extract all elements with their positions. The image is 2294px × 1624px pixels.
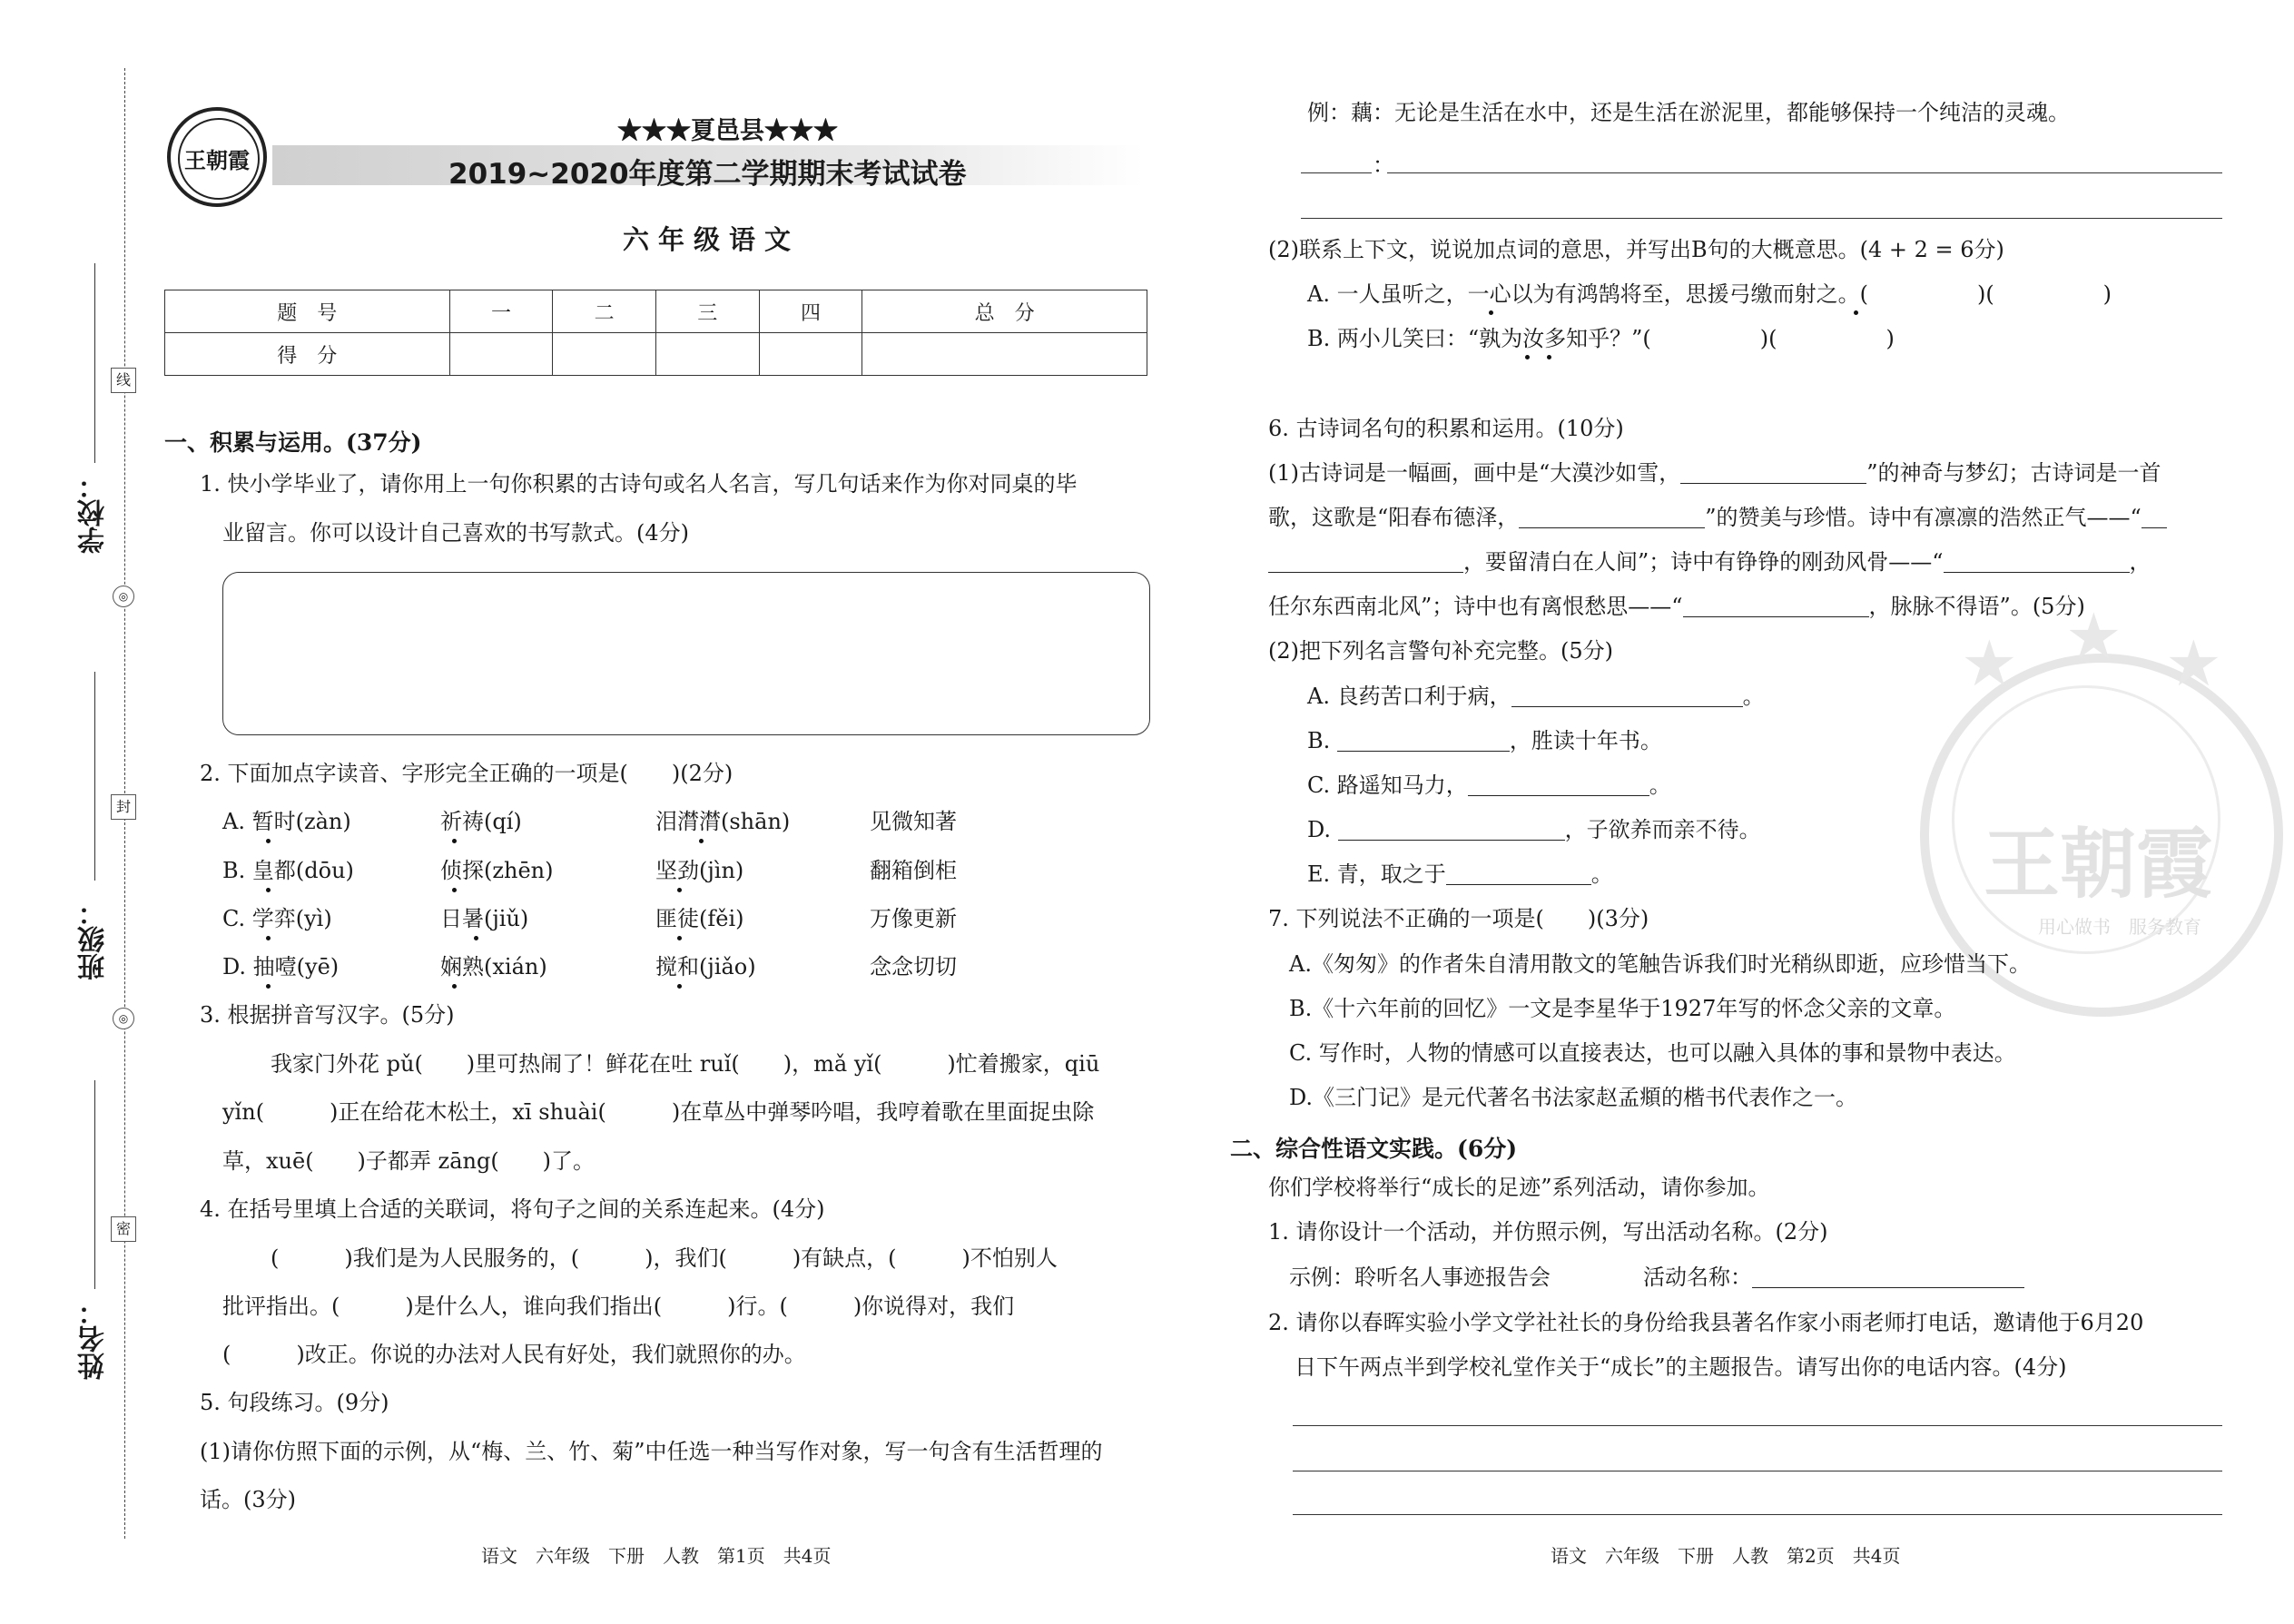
score-header-label: 题 号 — [165, 290, 450, 333]
q2-option-b-4: 翻箱倒柜 — [870, 858, 957, 883]
name-blank[interactable] — [94, 1080, 95, 1289]
q5-1-answer-line[interactable] — [1387, 172, 2222, 173]
q2-option-d-2: 娴熟(xián) — [440, 954, 547, 979]
q6-1-blank5[interactable] — [1683, 596, 1869, 617]
q5-2-text: (2)联系上下文，说说加点词的意思，并写出B句的大概意思。(4 + 2 = 6分) — [1268, 237, 2004, 262]
q1-text-line2: 业留言。你可以设计自己喜欢的书写款式。(4分) — [222, 520, 689, 546]
mark-xian: 线 — [111, 368, 136, 393]
q6-2-c — [1307, 774, 1671, 796]
subject-title: 六年级语文 — [623, 224, 801, 255]
s2-q1-example: 示例：聆听名人事迹报告会 — [1289, 1265, 1551, 1290]
s2-q2-answer-line[interactable] — [1293, 1425, 2222, 1426]
score-table — [164, 290, 1147, 376]
publisher-logo — [167, 107, 267, 207]
s2-q2-line2: 日下午两点半到学校礼堂作关于“成长”的主题报告。请写出你的电话内容。(4分) — [1295, 1354, 2067, 1380]
score-cell[interactable] — [655, 333, 759, 376]
q6-2-b-text: B. — [1307, 728, 1331, 753]
q6-2-d — [1307, 819, 1761, 841]
q3-line2: yǐn( )正在给花木松土，xī shuài( )在草丛中弹琴吟唱，我哼着歌在里面捉虫除 — [222, 1099, 1095, 1125]
county-title: ★★★夏邑县★★★ — [617, 117, 838, 145]
q5-1-subject-blank[interactable] — [1301, 172, 1372, 173]
score-cell[interactable] — [553, 333, 656, 376]
q5-1-answer-line[interactable] — [1301, 218, 2222, 219]
q1-text-line1: 1. 快小学毕业了，请你用上一句你积累的古诗句或名人名言，写几句话来作为你对同桌的毕 — [200, 471, 1078, 497]
school-label: 学校： — [78, 472, 110, 554]
section-2-intro: 你们学校将举行“成长的足迹”系列活动，请你参加。 — [1268, 1175, 1770, 1200]
q2-option-c-1: C. 学弈(yì) — [222, 906, 332, 931]
q6-2-a-end: 。 — [1742, 684, 1765, 709]
q2-text: 2. 下面加点字读音、字形完全正确的一项是( )(2分) — [200, 761, 733, 786]
q6-2-d-post: ，子欲养而亲不待。 — [1564, 817, 1761, 842]
q4-text: 4. 在括号里填上合适的关联词，将句子之间的关系连起来。(4分) — [200, 1196, 825, 1222]
q7-option-d: D.《三门记》是元代著名书法家赵孟頫的楷书代表作之一。 — [1289, 1085, 1858, 1110]
q5-text: 5. 句段练习。(9分) — [200, 1390, 389, 1415]
footer-left: 语文 六年级 下册 人教 第1页 共4页 — [481, 1545, 832, 1567]
q3-text: 3. 根据拼音写汉字。(5分) — [200, 1002, 455, 1028]
q5-2-b: B. 两小儿笑曰：“孰为汝多知乎？”( )( ) — [1307, 326, 1895, 351]
binding-hole-icon: ◎ — [113, 586, 134, 607]
score-cell[interactable] — [449, 333, 553, 376]
score-header-total: 总 分 — [862, 290, 1147, 333]
q2-option-d-4: 念念切切 — [870, 954, 957, 979]
exam-title: 2019~2020年度第二学期期末考试试卷 — [448, 158, 967, 191]
q6-2-b-blank[interactable] — [1337, 731, 1510, 752]
emphasis-dot — [1525, 355, 1530, 359]
q6-2-c-blank[interactable] — [1468, 775, 1649, 796]
q6-1-line3-end: ， — [2129, 549, 2151, 575]
q6-1-blank3b[interactable] — [1268, 552, 1463, 573]
activity-name-label: 活动名称： — [1643, 1265, 1752, 1290]
score-header-2: 二 — [553, 290, 656, 333]
logo-text: 王朝霞 — [184, 147, 250, 173]
score-header-1: 一 — [449, 290, 553, 333]
score-cell[interactable] — [862, 333, 1147, 376]
q2-option-c-4: 万像更新 — [870, 906, 957, 931]
score-header-4: 四 — [759, 290, 862, 333]
emphasis-dot — [1854, 310, 1858, 315]
q6-1-line1 — [1268, 462, 2161, 484]
q7-option-c: C. 写作时，人物的情感可以直接表达，也可以融入具体的事和景物中表达。 — [1289, 1040, 2016, 1066]
q6-2-e — [1307, 863, 1613, 885]
watermark-slogan: 用心做书 服务教育 — [2038, 916, 2201, 938]
binding-hole-icon: ◎ — [113, 1008, 134, 1029]
q2-option-b-3: 坚劲(jìn) — [655, 858, 744, 883]
q6-1-line1-post: ”的神奇与梦幻；古诗词是一首 — [1866, 460, 2161, 486]
q2-option-c-2: 日暑(jiǔ) — [440, 906, 529, 931]
q6-1-blank4[interactable] — [1944, 552, 2130, 573]
q5-1-line1: (1)请你仿照下面的示例，从“梅、兰、竹、菊”中任选一种当写作对象，写一句含有生活哲理的 — [200, 1439, 1103, 1464]
q6-1-line3-post: ，要留清白在人间”；诗中有铮铮的刚劲风骨——“ — [1463, 549, 1944, 575]
mark-mi: 密 — [111, 1216, 136, 1242]
q6-1-line4-post: ，脉脉不得语”。(5分) — [1868, 594, 2085, 619]
q2-option-b-1: B. 皇都(dōu) — [222, 858, 354, 883]
q6-1-line4-pre: 任尔东西南北风”；诗中也有离恨愁思——“ — [1268, 594, 1683, 619]
q6-1-line1-pre: (1)古诗词是一幅画，画中是“大漠沙如雪， — [1268, 460, 1681, 486]
watermark-brand: 王朝霞 — [1984, 819, 2213, 909]
q2-option-d-3: 搅和(jiǎo) — [655, 954, 756, 979]
school-blank[interactable] — [94, 263, 95, 463]
q2-option-a-2: 祈祷(qí) — [440, 809, 522, 834]
q6-1-blank3a[interactable] — [2141, 507, 2167, 528]
q2-option-a-1: A. 暂时(zàn) — [222, 809, 351, 834]
name-label: 姓名： — [78, 1298, 110, 1380]
q3-line3: 草，xuē( )子都弄 zāng( )了。 — [222, 1148, 596, 1174]
score-header-3: 三 — [655, 290, 759, 333]
q6-2-a — [1307, 685, 1765, 707]
q5-1-example: 例：藕：无论是生活在水中，还是生活在淤泥里，都能够保持一个纯洁的灵魂。 — [1307, 100, 2070, 125]
q2-option-c-3: 匪徒(fěi) — [655, 906, 744, 931]
q6-2-c-end: 。 — [1649, 773, 1671, 798]
q6-1-blank1[interactable] — [1680, 463, 1866, 484]
q6-1-line2-pre: 歌，这歌是“阳春布德泽， — [1268, 505, 1520, 530]
q6-2-d-blank[interactable] — [1338, 820, 1565, 841]
q6-text: 6. 古诗词名句的积累和运用。(10分) — [1268, 416, 1624, 441]
emphasis-dot — [1489, 310, 1493, 315]
q6-2-e-text: E. 青，取之于 — [1307, 861, 1446, 887]
q7-text: 7. 下列说法不正确的一项是( )(3分) — [1268, 906, 1649, 931]
q7-option-a: A.《匆匆》的作者朱自清用散文的笔触告诉我们时光稍纵即逝，应珍惜当下。 — [1289, 951, 2031, 977]
q6-2-a-text: A. 良药苦口利于病， — [1307, 684, 1511, 709]
s2-q2-answer-line[interactable] — [1293, 1514, 2222, 1515]
q2-option-d-1: D. 抽噎(yē) — [222, 954, 340, 979]
q1-answer-box[interactable] — [222, 572, 1150, 735]
q6-2-b-post: ，胜读十年书。 — [1509, 728, 1662, 753]
mark-feng: 封 — [111, 794, 136, 820]
section-1-title: 一、积累与运用。(37分) — [164, 429, 422, 456]
q6-1-line4 — [1268, 595, 2085, 617]
q6-1-line2 — [1268, 507, 2167, 528]
q2-option-a-3: 泪潸潸(shān) — [655, 809, 791, 834]
score-cell[interactable] — [759, 333, 862, 376]
score-row-label: 得 分 — [165, 333, 450, 376]
footer-right: 语文 六年级 下册 人教 第2页 共4页 — [1551, 1545, 1901, 1567]
q2-option-a-4: 见微知著 — [870, 809, 957, 834]
watermark-star-icon: ★ — [1961, 626, 2018, 701]
class-label: 班级： — [78, 899, 110, 980]
q4-line2: 批评指出。( )是什么人，谁向我们指出( )行。( )你说得对，我们 — [222, 1294, 1015, 1319]
section-2-title: 二、综合性语文实践。(6分) — [1230, 1136, 1518, 1162]
q6-1-line2-post: ”的赞美与珍惜。诗中有凛凛的浩然正气——“ — [1705, 505, 2141, 530]
q6-2-c-text: C. 路遥知马力， — [1307, 773, 1468, 798]
q6-2-text: (2)把下列名言警句补充完整。(5分) — [1268, 638, 1613, 664]
s2-q2-line1: 2. 请你以春晖实验小学文学社社长的身份给我县著名作家小雨老师打电话，邀请他于6月20 — [1268, 1310, 2144, 1335]
q6-1-line3 — [1268, 551, 2151, 573]
q5-2-a: A. 一人虽听之，一心以为有鸿鹄将至，思援弓缴而射之。( )( ) — [1307, 281, 2112, 307]
q4-line1: ( )我们是为人民服务的，( )，我们( )有缺点，( )不怕别人 — [271, 1245, 1058, 1271]
emphasis-dot — [1547, 355, 1551, 359]
q6-2-b — [1307, 730, 1662, 752]
s2-q1-activity — [1643, 1266, 2024, 1288]
q7-option-b: B.《十六年前的回忆》一文是李星华于1927年写的怀念父亲的文章。 — [1289, 996, 1956, 1021]
q5-1-colon: ： — [1373, 153, 1394, 178]
q6-2-a-blank[interactable] — [1511, 686, 1743, 707]
class-blank[interactable] — [94, 672, 95, 881]
q6-2-e-end: 。 — [1590, 861, 1613, 887]
activity-name-blank[interactable] — [1752, 1267, 2024, 1288]
q2-option-b-2: 侦探(zhēn) — [440, 858, 554, 883]
q6-2-e-blank[interactable] — [1446, 864, 1591, 885]
q4-line3: ( )改正。你说的办法对人民有好处，我们就照你的办。 — [222, 1342, 806, 1367]
watermark-star-icon: ★ — [2065, 599, 2122, 674]
q6-2-d-text: D. — [1307, 817, 1332, 842]
watermark-star-icon: ★ — [2165, 626, 2222, 701]
q3-line1: 我家门外花 pǔ( )里可热闹了！鲜花在吐 ruǐ( )，mǎ yǐ( )忙着搬家，qiū — [271, 1051, 1100, 1077]
q5-1-line2: 话。(3分) — [200, 1487, 296, 1512]
s2-q1-text: 1. 请你设计一个活动，并仿照示例，写出活动名称。(2分) — [1268, 1219, 1828, 1245]
q6-1-blank2[interactable] — [1519, 507, 1705, 528]
